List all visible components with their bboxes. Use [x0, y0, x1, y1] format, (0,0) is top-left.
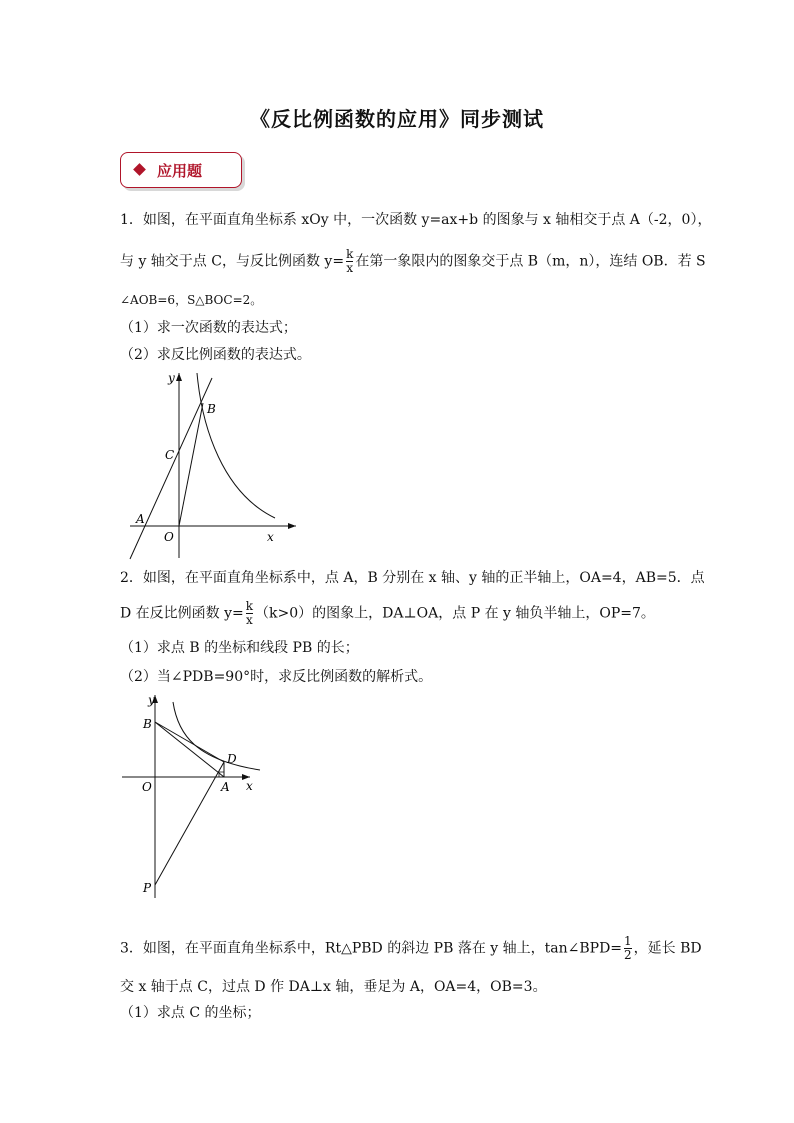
q1-label-b: B: [207, 402, 216, 416]
q2-label-a: A: [221, 780, 230, 794]
q3-frac-den: 2: [624, 948, 632, 962]
q1-line3: ∠AOB=6，S△BOC=2。: [120, 293, 263, 307]
q1-fraction: [346, 248, 353, 275]
q2-line2: [120, 600, 655, 627]
q1-label-c: C: [165, 448, 175, 462]
q1-line2-start: 与 y 轴交于点 C，与反比例函数 y=: [120, 253, 345, 270]
diamond-icon: [133, 163, 146, 176]
q2-label-y: y: [148, 693, 155, 707]
q1-y-arrow: [176, 373, 182, 381]
q3-line1: [120, 935, 702, 962]
q2-frac-num: k: [245, 599, 254, 613]
q1-hyperbola: [197, 373, 275, 518]
q2-label-d: D: [227, 752, 237, 766]
q1-frac-num: k: [346, 247, 354, 261]
q1-part1: （1）求一次函数的表达式；: [120, 320, 297, 336]
q2-fraction: [246, 600, 253, 627]
q2-label-x: x: [246, 779, 253, 793]
q2-part2: （2）当∠PDB=90°时，求反比例函数的解析式。: [120, 669, 433, 685]
q1-figure: [118, 368, 308, 564]
q2-segment-ba: [155, 722, 224, 777]
q2-line2-end: （k>0）的图象上，DA⊥OA，点 P 在 y 轴负半轴上，OP=7。: [255, 605, 655, 622]
q1-label-o: O: [164, 530, 174, 544]
q2-line2-start: D 在反比例函数 y=: [120, 605, 244, 622]
q1-frac-den: x: [346, 261, 354, 275]
q3-line2: 交 x 轴于点 C，过点 D 作 DA⊥x 轴，垂足为 A，OA=4，OB=3。: [120, 979, 547, 995]
q2-part1: （1）求点 B 的坐标和线段 PB 的长；: [120, 640, 359, 656]
q2-hyperbola: [173, 702, 260, 770]
q1-line2-end: 在第一象限内的图象交于点 B（m，n），连结 OB．若 S: [355, 253, 706, 270]
q1-label-x: x: [267, 530, 274, 544]
q1-part2: （2）求反比例函数的表达式。: [120, 347, 311, 363]
q2-label-p: P: [143, 881, 152, 895]
q2-segment-bd: [155, 722, 224, 762]
q1-line2: [120, 248, 706, 275]
section-badge: [120, 152, 242, 188]
q2-frac-den: x: [246, 613, 253, 627]
q1-label-y: y: [168, 371, 175, 385]
section-label: 应用题: [157, 162, 203, 180]
q1-label-a: A: [136, 512, 145, 526]
q3-part1: （1）求点 C 的坐标；: [120, 1005, 261, 1021]
q2-label-b: B: [143, 717, 152, 731]
q3-line1-start: 3．如图，在平面直角坐标系中，Rt△PBD 的斜边 PB 落在 y 轴上，tan∠BPD=: [120, 940, 623, 957]
q2-line1: 2．如图，在平面直角坐标系中，点 A，B 分别在 x 轴、y 轴的正半轴上，OA=4，AB=5．点: [120, 570, 705, 586]
page-title: 《反比例函数的应用》同步测试: [250, 107, 544, 131]
q1-line1: 1．如图，在平面直角坐标系 xOy 中，一次函数 y=ax+b 的图象与 x 轴相交于点 A（-2，0），: [120, 212, 712, 228]
q1-x-arrow: [288, 523, 296, 529]
q3-line1-end: ，延长 BD: [633, 940, 702, 957]
q2-segment-pd: [155, 762, 224, 885]
q2-label-o: O: [142, 780, 152, 794]
q2-figure: [118, 690, 268, 902]
q1-segment-ob: [179, 403, 203, 526]
q3-frac-num: 1: [624, 934, 632, 948]
q3-fraction: [624, 935, 632, 962]
